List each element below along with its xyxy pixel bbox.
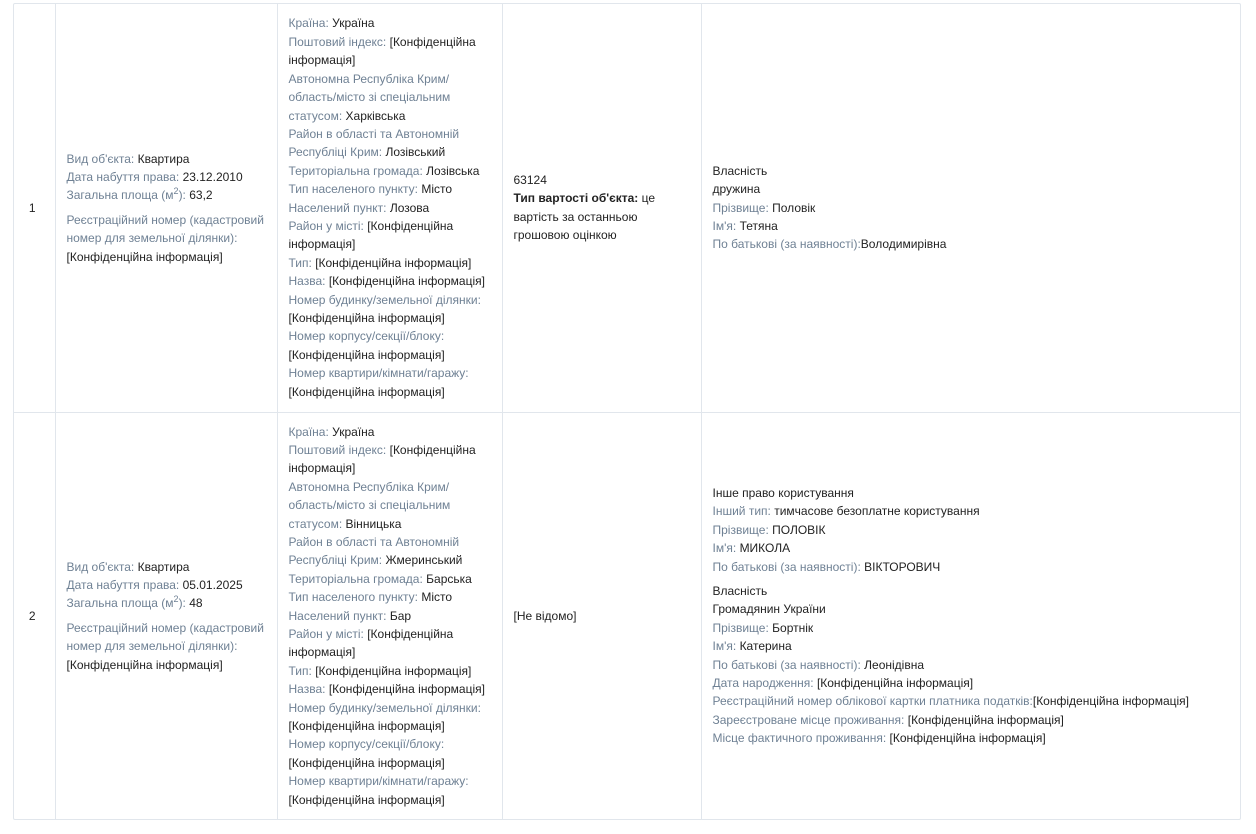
house-value: [Конфіденційна інформація] — [288, 310, 445, 325]
address-cell — [277, 412, 502, 819]
right-type: Власність — [712, 583, 768, 598]
settlement-label: Населений пункт: — [288, 608, 387, 623]
cost-cell — [502, 4, 701, 412]
property-table — [14, 4, 1240, 819]
district-value: Лозівський — [385, 145, 446, 160]
object-cell — [55, 4, 277, 412]
area-value: 63,2 — [189, 188, 213, 203]
right-type: Власність — [712, 163, 768, 178]
city-district-label: Район у місті: — [288, 626, 364, 641]
right-type: Інше право користування — [712, 485, 854, 500]
region-value: Харківська — [345, 108, 406, 123]
patronymic-label: По батькові (за наявності): — [712, 657, 861, 672]
city-district-value: [Конфіденційна інформація] — [288, 626, 454, 660]
country-value: Україна — [332, 424, 375, 439]
house-value: [Конфіденційна інформація] — [288, 719, 445, 733]
settlement-value: Бар — [389, 608, 412, 623]
community-label: Територіальна громада: — [288, 163, 423, 178]
cost-cell — [502, 412, 701, 819]
street-name-label: Назва: — [288, 274, 326, 289]
name-label: Ім'я: — [712, 541, 737, 556]
house-label: Номер будинку/земельної ділянки: — [288, 700, 481, 715]
owner-relation: Громадянин України — [712, 602, 826, 617]
street-type-label: Тип: — [288, 663, 312, 678]
community-value: Лозівська — [426, 163, 480, 178]
cost-type-value: це вартість за останньою грошовою оцінкою — [513, 191, 656, 243]
city-district-value: [Конфіденційна інформація] — [288, 218, 454, 252]
apartment-label: Номер квартири/кімнати/гаражу: — [288, 366, 469, 381]
name-value: МИКОЛА — [739, 541, 791, 556]
object-type-label: Вид об'єкта: — [66, 559, 135, 574]
row-number: 1 — [14, 4, 55, 412]
cost-type-label: Тип вартості об'єкта: — [513, 191, 639, 206]
apartment-value: [Конфіденційна інформація] — [288, 792, 445, 807]
country-label: Країна: — [288, 424, 329, 439]
actual-residence-label: Місце фактичного проживання: — [712, 731, 887, 746]
settlement-type-value: Місто — [421, 590, 453, 605]
registered-residence-value: [Конфіденційна інформація] — [907, 712, 1064, 727]
settlement-value: Лозова — [389, 200, 430, 215]
block-label: Номер корпусу/секції/блоку: — [288, 329, 445, 344]
surname-label: Прізвище: — [712, 522, 769, 537]
patronymic-label: По батькові (за наявності): — [712, 559, 861, 574]
district-label: Район в області та Автономній Республіці Крим: — [288, 126, 460, 160]
district-value: Жмеринський — [385, 553, 463, 568]
region-value: Вінницька — [345, 516, 402, 531]
object-type-value: Квартира — [137, 559, 190, 574]
reg-number-label: Реєстраційний номер (кадастровий номер для земельної ділянки): — [66, 620, 264, 654]
settlement-label: Населений пункт: — [288, 200, 387, 215]
owner-relation: дружина — [712, 182, 761, 197]
object-type-label: Вид об'єкта: — [66, 151, 135, 166]
community-label: Територіальна громада: — [288, 571, 423, 586]
apartment-label: Номер квартири/кімнати/гаражу: — [288, 774, 469, 789]
district-label: Район в області та Автономній Республіці Крим: — [288, 534, 460, 568]
patronymic-label: По батькові (за наявності): — [712, 237, 861, 252]
acquire-date-value: 23.12.2010 — [182, 169, 243, 184]
patronymic-value: Леонідівна — [864, 657, 924, 672]
block-label: Номер корпусу/секції/блоку: — [288, 737, 445, 752]
registered-residence-label: Зареєстроване місце проживання: — [712, 712, 905, 727]
surname-label: Прізвище: — [712, 200, 769, 215]
area-label: Загальна площа $(м^2)$: — [66, 594, 186, 611]
tax-number-label: Реєстраційний номер облікової картки платника податків: — [712, 694, 1033, 709]
property-table-container — [13, 3, 1241, 820]
region-label: Автономна Республіка Крим/ область/місто зі спеціальним статусом: — [288, 479, 451, 531]
cost-value: 63124 — [513, 172, 547, 187]
birth-date-value: [Конфіденційна інформація] — [816, 675, 974, 690]
name-label: Ім'я: — [712, 639, 737, 654]
reg-number-value: [Конфіденційна інформація] — [66, 249, 223, 264]
table-row — [14, 412, 1240, 819]
postal-label: Поштовий індекс: — [288, 442, 387, 457]
actual-residence-value: [Конфіденційна інформація] — [889, 731, 1046, 746]
acquire-date-label: Дата набуття права: — [66, 169, 180, 184]
settlement-type-label: Тип населеного пункту: — [288, 590, 418, 605]
street-type-value: [Конфіденційна інформація] — [315, 255, 472, 270]
reg-number-label: Реєстраційний номер (кадастровий номер для земельної ділянки): — [66, 212, 264, 246]
surname-label: Прізвище: — [712, 620, 769, 635]
block-value: [Конфіденційна інформація] — [288, 755, 445, 770]
surname-value: ПОЛОВІК — [772, 522, 826, 537]
patronymic-value: Володимирівна — [860, 237, 947, 252]
surname-value: Бортнік — [772, 620, 814, 635]
area-label: Загальна площа $(м^2)$: — [66, 186, 186, 203]
postal-value: [Конфіденційна інформація] — [288, 34, 476, 68]
birth-date-label: Дата народження: — [712, 675, 814, 690]
object-cell — [55, 412, 277, 819]
acquire-date-value: 05.01.2025 — [182, 577, 243, 592]
name-value: Катерина — [739, 639, 792, 654]
postal-label: Поштовий індекс: — [288, 34, 387, 49]
settlement-type-label: Тип населеного пункту: — [288, 182, 418, 197]
street-name-value: [Конфіденційна інформація] — [328, 682, 485, 697]
name-label: Ім'я: — [712, 218, 737, 233]
region-label: Автономна Республіка Крим/ область/місто зі спеціальним статусом: — [288, 71, 451, 123]
acquire-date-label: Дата набуття права: — [66, 577, 180, 592]
owners-cell — [701, 4, 1240, 412]
area-value: 48 — [189, 596, 203, 611]
other-type-label: Інший тип: — [712, 504, 771, 519]
reg-number-value: [Конфіденційна інформація] — [66, 657, 223, 672]
street-type-value: [Конфіденційна інформація] — [315, 663, 472, 678]
house-label: Номер будинку/земельної ділянки: — [288, 292, 481, 307]
city-district-label: Район у місті: — [288, 218, 364, 233]
settlement-type-value: Місто — [421, 182, 453, 197]
owners-cell — [701, 412, 1240, 819]
tax-number-value: [Конфіденційна інформація] — [1032, 694, 1190, 709]
patronymic-value: ВІКТОРОВИЧ — [864, 559, 941, 574]
country-label: Країна: — [288, 16, 329, 31]
name-value: Тетяна — [739, 218, 778, 233]
object-type-value: Квартира — [137, 151, 190, 166]
street-type-label: Тип: — [288, 255, 312, 270]
street-name-label: Назва: — [288, 682, 326, 697]
postal-value: [Конфіденційна інформація] — [288, 442, 476, 476]
surname-value: Половік — [772, 200, 816, 215]
cost-value: [Не відомо] — [513, 608, 577, 623]
other-type-value: тимчасове безоплатне користування — [774, 504, 980, 519]
apartment-value: [Конфіденційна інформація] — [288, 384, 445, 399]
table-row — [14, 4, 1240, 412]
address-cell — [277, 4, 502, 412]
row-number: 2 — [14, 412, 55, 819]
country-value: Україна — [332, 16, 375, 31]
block-value: [Конфіденційна інформація] — [288, 347, 445, 362]
community-value: Барська — [426, 571, 472, 586]
street-name-value: [Конфіденційна інформація] — [328, 274, 485, 289]
